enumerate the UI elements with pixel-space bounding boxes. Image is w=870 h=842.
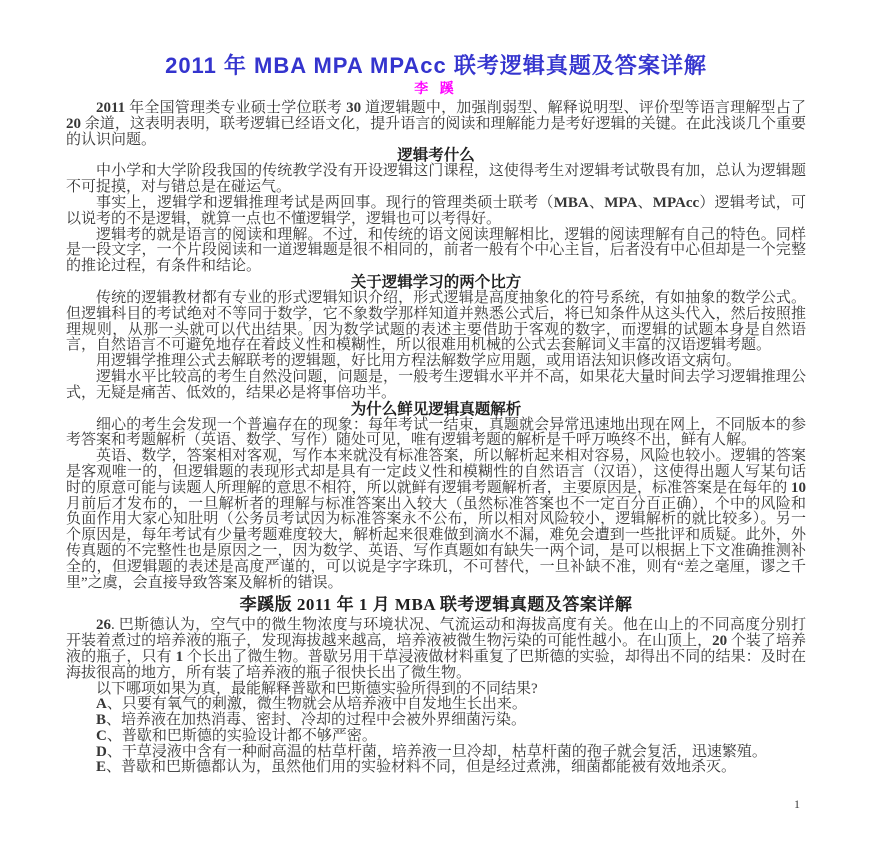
question-26-option-b: B、培养液在加热消毒、密封、冷却的过程中会被外界细菌污染。 — [96, 712, 527, 729]
page-number: 1 — [794, 797, 800, 811]
paragraph: 事实上，逻辑学和逻辑推理考试是两回事。现行的管理类硕士联考（MBA、MPA、MPAcc）逻辑考试，可以说考的不是逻辑，就算一点也不懂逻辑学，逻辑也可以考得好。 — [66, 194, 806, 227]
question-26-option-a: A、只要有氧气的刺激，微生物就会从培养液中自发地生长出来。 — [96, 696, 527, 713]
paragraph: 传统的逻辑教材都有专业的形式逻辑知识介绍，形式逻辑是高度抽象化的符号系统，有如抽象的数学公式。但逻辑科目的考试绝对不等同于数学，它不象数学那样知道并熟悉公式后，将已知条件从这头代入，然后按照推理规则，从那一头就可以代出结果。因为数学试题的表述主要借助于客观的数字，而逻辑的试题本身是自然语言，自然语言不可避免地存在着歧义性和模糊性，所以很难用机械的公式去套解词义丰富的汉语逻辑考题。 — [66, 289, 806, 354]
section-heading-two-analogies: 关于逻辑学习的两个比方 — [350, 273, 522, 291]
document-title: 2011 年 MBA MPA MPAcc 联考逻辑真题及答案详解 — [165, 53, 707, 78]
paragraph: 英语、数学，答案相对客观，写作本来就没有标准答案，所以解析起来相对容易，风险也较小。逻辑的答案是客观唯一的，但逻辑题的表现形式却是具有一定歧义性和模糊性的自然语言（汉语），这使得出题人写某句话时的原意可能与读题人所理解的意思不相符，所以就鲜有逻辑考题解析者，主要原因是，标准答案是在每年的 10 月前后才发布的，一旦解析者的理解与标准答案出入较大（虽然标准答案也不一定百分百正确），个中的风险和负面作用大家心知肚明（公务员考试因为标准答案永不公布，所以相对风险较小，逻辑解析的就比较多）。另一个原因是，每年考试有少量考题难度较大，解析起来很难做到滴水不漏，难免会遭到一些批评和质疑。此外，外传真题的不完整性也是原因之一，因为数学、英语、写作真题如有缺失一两个词，是可以根据上下文准确推测补全的，但逻辑题的表述是高度严谨的，可以说是字字珠玑，不可替代，一旦补缺不准，则有“差之毫厘，谬之千里”之虞，会直接导致答案及解析的错误。 — [66, 448, 806, 591]
question-26-option-e: E、普歇和巴斯德都认为，虽然他们用的实验材料不同，但是经过煮沸，细菌都能被有效地杀灭。 — [96, 759, 737, 776]
paragraph: 细心的考生会发现一个普遍存在的现象：每年考试一结束，真题就会异常迅速地出现在网上，不同版本的参考答案和考题解析（英语、数学、写作）随处可见，唯有逻辑考题的解析是千呼万唤终不出，鲜有人解。 — [66, 416, 806, 449]
question-26-prompt: 以下哪项如果为真，最能解释普歇和巴斯德实验所得到的不同结果? — [96, 680, 538, 697]
question-26-option-d: D、干草浸液中含有一种耐高温的枯草杆菌，培养液一旦冷却，枯草杆菌的孢子就会复活，迅速繁殖。 — [96, 743, 767, 760]
section-heading-why-few-analyses: 为什么鲜见逻辑真题解析 — [350, 400, 522, 418]
section-heading-what-logic-tests: 逻辑考什么 — [397, 147, 475, 165]
paragraph: 逻辑水平比较高的考生自然没问题，问题是，一般考生逻辑水平并不高，如果花大量时间去学习逻辑推理公式，无疑是痛苦、低效的，结果必是将事倍功半。 — [66, 368, 806, 401]
paragraph: 用逻辑学推理公式去解联考的逻辑题，好比用方程法解数学应用题，或用语法知识修改语文病句。 — [96, 353, 742, 370]
question-26-option-c: C、普歇和巴斯德的实验设计都不够严密。 — [96, 727, 377, 744]
intro-paragraph: 2011 年全国管理类专业硕士学位联考 30 道逻辑题中，加强削弱型、解释说明型、评价型等语言理解型占了 20 余道，这表明表明，联考逻辑已经语文化，提升语言的阅读和理解能力是考好逻辑的关键。在此浅谈几个重要的认识问题。 — [66, 100, 806, 148]
document-author: 李 蹊 — [414, 82, 458, 97]
paragraph: 逻辑考的就是语言的阅读和理解。不过，和传统的语文阅读理解相比，逻辑的阅读理解有自己的特色。同样是一段文字，一个片段阅读和一道逻辑题是很不相同的，前者一般有个中心主旨，后者没有中心但却是一个完整的推论过程，有条件和结论。 — [66, 226, 806, 275]
paragraph: 中小学和大学阶段我国的传统教学没有开设逻辑这门课程，这使得考生对逻辑考试敬畏有加，总认为逻辑题不可捉摸，对与错总是在碰运气。 — [66, 163, 806, 196]
exam-section-heading: 李蹊版 2011 年 1 月 MBA 联考逻辑真题及答案详解 — [239, 595, 633, 615]
question-26-stem: 26. 巴斯德认为，空气中的微生物浓度与环境状况、气流运动和海拔高度有关。他在山上的不同高度分别打开装着煮过的培养液的瓶子，发现海拔越来越高，培养液被微生物污染的可能性越小。在山顶上，20 个装了培养液的瓶子，只有 1 个长出了微生物。普歇另用干草浸液做材料重复了巴斯德的实验，却得出不同的结果：及时在海拔很高的地方，所有装了培养液的瓶子很快长出了微生物。 — [66, 617, 806, 681]
